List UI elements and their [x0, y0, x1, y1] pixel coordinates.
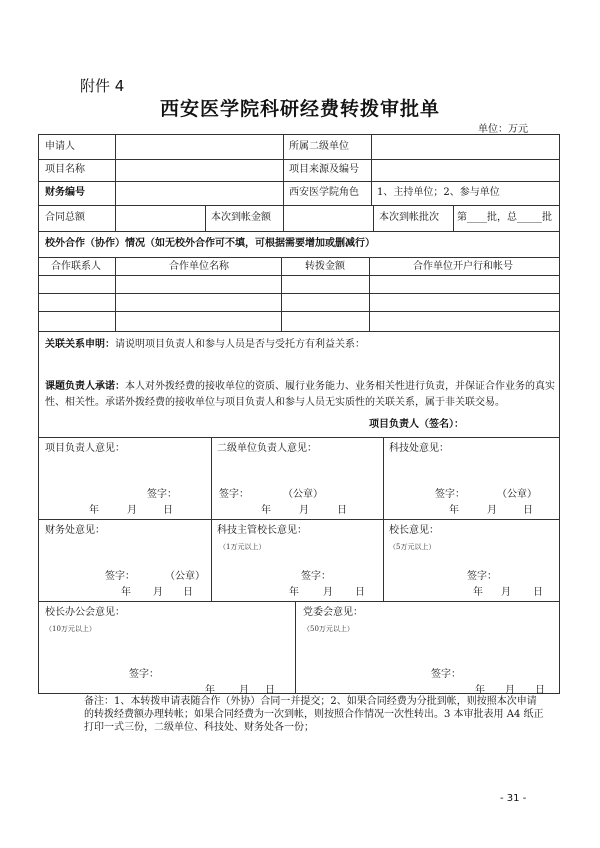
president-year: 年	[473, 587, 483, 598]
pi-month: 月	[127, 505, 137, 516]
relation-label: 关联关系申明：	[45, 339, 115, 350]
role-label: 西安医学院角色	[289, 187, 359, 198]
vp-research-day: 日	[355, 587, 365, 598]
party-sign: 签字：	[431, 669, 461, 680]
president-sign: 签字：	[467, 571, 497, 582]
col-amount: 转拨金额	[305, 261, 345, 272]
party-opinion-label: 党委会意见：	[303, 607, 363, 618]
form-title: 西安医学院科研经费转拨审批单	[159, 98, 440, 120]
unit-label: 单位：万元	[478, 124, 528, 135]
coop-heading: 校外合作（协作）情况（如无校外合作可不填，可根据需要增加或删减行）	[45, 238, 375, 249]
finance-year: 年	[121, 587, 131, 598]
finance-day: 日	[183, 587, 193, 598]
dept-seal: （公章）	[283, 489, 323, 500]
relation-text: 请说明项目负责人和参与人员是否与受托方有利益关系：	[115, 339, 365, 350]
role-options: 1、主持单位；2、参与单位	[377, 187, 500, 198]
pi-year: 年	[89, 505, 99, 516]
party-year: 年	[475, 685, 485, 696]
party-day: 日	[535, 685, 545, 696]
research-office-month: 月	[487, 505, 497, 516]
relation-statement	[45, 339, 365, 351]
this-amount-label: 本次到帐金额	[211, 212, 271, 223]
president-opinion-label: 校长意见：	[389, 525, 439, 536]
dept-month: 月	[299, 505, 309, 516]
research-office-day: 日	[523, 505, 533, 516]
notes: 备注：1、本转拨申请表随合作（外协）合同一并提交；2、如果合同经费为分批到帐，则按照本次申请的转拨经费额办理转帐；如果合同经费为一次到帐，则按照合作情况一次性转出。3 本审批表用 A4 纸正打印一式三份，二级单位、科技处、财务处各一份；	[84, 696, 544, 733]
vp-research-opinion-label: 科技主管校长意见：	[217, 525, 307, 536]
dept-day: 日	[337, 505, 347, 516]
dept-opinion-label: 二级单位负责人意见：	[217, 443, 317, 454]
vp-research-month: 月	[323, 587, 333, 598]
president-note: （5万元以上）	[389, 543, 436, 551]
col-unit: 合作单位名称	[169, 261, 229, 272]
finance-seal: （公章）	[165, 571, 205, 582]
dept-sign: 签字：	[219, 489, 249, 500]
president-month: 月	[501, 587, 511, 598]
research-office-seal: （公章）	[497, 489, 537, 500]
project-source-label: 项目来源及编号	[289, 164, 359, 175]
applicant-label: 申请人	[45, 141, 75, 152]
vp-research-sign: 签字：	[301, 571, 331, 582]
batch-text: 第____批，总_____批	[457, 212, 552, 223]
page-number: - 31 -	[500, 793, 527, 804]
finance-month: 月	[153, 587, 163, 598]
president-office-year: 年	[205, 685, 215, 696]
president-day: 日	[533, 587, 543, 598]
research-office-year: 年	[449, 505, 459, 516]
this-batch-label: 本次到帐批次	[379, 212, 439, 223]
dept-year: 年	[261, 505, 271, 516]
project-name-label: 项目名称	[45, 164, 85, 175]
president-office-opinion-label: 校长办公会意见：	[45, 607, 125, 618]
col-contact: 合作联系人	[51, 261, 101, 272]
pi-day: 日	[163, 505, 173, 516]
finance-opinion-label: 财务处意见：	[45, 525, 105, 536]
vp-research-note: （1万元以上）	[219, 543, 266, 551]
affiliated-unit-label: 所属二级单位	[289, 141, 349, 152]
vp-research-year: 年	[289, 587, 299, 598]
promise-text: 本人对外拨经费的接收单位的资质、履行业务能力、业务相关性进行负责，并保证合作业务的真实性、相关性。承诺外拨经费的接收单位与项目负责人和参与人员无实质性的关联关系，属于非关联交易。	[45, 381, 555, 408]
promise-statement	[45, 379, 555, 411]
approval-form	[38, 134, 560, 694]
president-office-day: 日	[265, 685, 275, 696]
president-office-note: （10万元以上）	[45, 625, 96, 633]
party-note: （50万元以上）	[303, 625, 354, 633]
pi-signature-label: 项目负责人（签名）：	[369, 419, 464, 430]
pi-sign: 签字：	[147, 489, 177, 500]
col-bank: 合作单位开户行和帐号	[413, 261, 513, 272]
president-office-month: 月	[239, 685, 249, 696]
research-office-sign: 签字：	[435, 489, 465, 500]
contract-total-label: 合同总额	[45, 212, 85, 223]
finance-sign: 签字：	[105, 571, 135, 582]
attachment-label: 附件 4	[80, 77, 125, 95]
finance-no-label: 财务编号	[45, 187, 85, 198]
party-month: 月	[505, 685, 515, 696]
president-office-sign: 签字：	[129, 669, 159, 680]
promise-label: 课题负责人承诺：	[45, 381, 125, 392]
pi-opinion-label: 项目负责人意见：	[45, 443, 125, 454]
research-office-opinion-label: 科技处意见：	[389, 443, 449, 454]
